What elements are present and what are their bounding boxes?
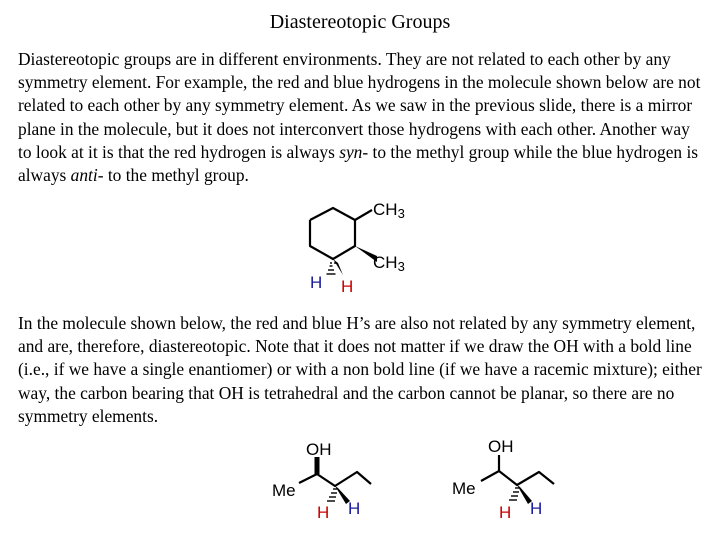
red-hydrogen-label: H	[341, 277, 354, 296]
blue-hydrogen-label: H	[530, 499, 543, 518]
ch3-bottom-label: CH3	[373, 253, 405, 274]
butanol-bold-oh-structure	[260, 432, 410, 532]
oh-label: OH	[306, 440, 332, 459]
red-hydrogen-label: H	[499, 503, 512, 522]
me-label: Me	[272, 481, 296, 500]
paragraph-second-text: In the molecule shown below, the red and blue H’s are also not related by any symmetry element, and are, therefore, diastereotopic. Note that it does not matter if we draw the OH with a bold line (i.e., if we have a single enantiomer) or with a non bold line (if we have a racemic mixture); either way, the carbon bearing that OH is tetrahedral and the carbon cannot be planar, so there are no symmetry elements.	[18, 313, 702, 426]
paragraph-intro	[18, 48, 704, 187]
red-hydrogen-label: H	[317, 503, 330, 522]
paragraph-intro-text-b: to the methyl group while the blue hydrogen is always	[18, 141, 699, 186]
page-title: Diastereotopic Groups	[269, 11, 451, 33]
anti-term: anti-	[70, 165, 104, 186]
oh-label: OH	[488, 437, 514, 456]
paragraph-second	[18, 312, 704, 428]
me-label: Me	[452, 479, 476, 498]
syn-term: syn-	[339, 141, 369, 162]
paragraph-intro-text-a: Diastereotopic groups are in different environments. They are not related to each other by any symmetry element. For example, the red and blue hydrogens in the molecule shown below are not related to each other by any symmetry element. As we saw in the previous slide, there is a mirror plane in the molecule, but it does not interconvert those hydrogens with each other. Another way to look at it is that the red hydrogen is always	[18, 49, 701, 162]
dimethylcyclohexane-structure	[290, 190, 430, 300]
blue-hydrogen-label: H	[348, 499, 361, 518]
blue-hydrogen-label: H	[310, 273, 323, 292]
paragraph-intro-text-c: to the methyl group.	[103, 165, 249, 186]
ch3-top-label: CH3	[373, 200, 405, 221]
butanol-plain-oh-structure	[445, 432, 595, 532]
